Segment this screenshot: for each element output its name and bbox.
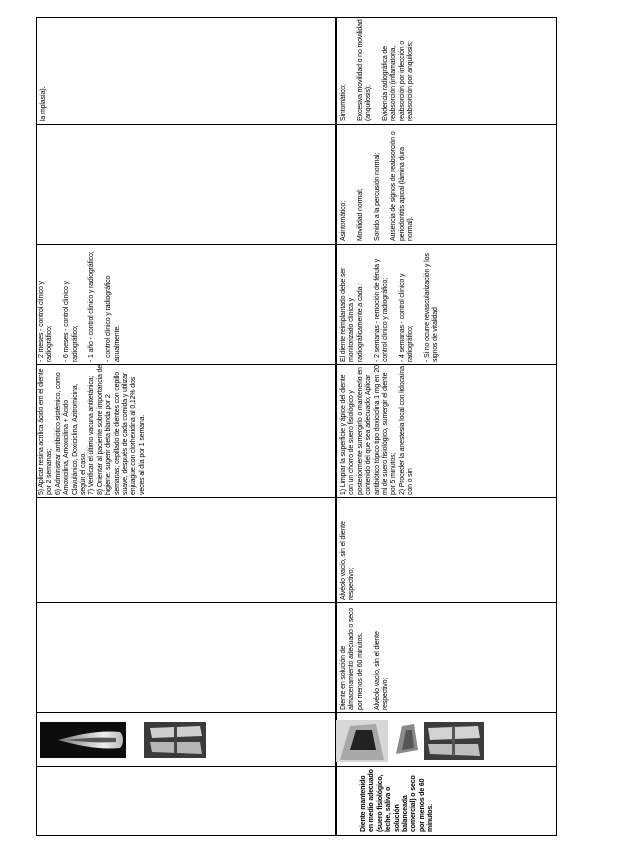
row2-col1-text: Diente mantenido en medio adecuado (suero fisiológico, leche, saliva o solución balanceada comercial) o seco por menos de 60 minutos. xyxy=(360,767,435,832)
column-divider xyxy=(36,766,557,767)
row1-col6-text: 5) Aplicar resina acrílica ácido em el diente por 2 semanas; 6) Administrar antibiótico sistémico, como Amoxicilina, Amoxicilina + Ácido Clavulánico, Doxiciclina, Azitromicina, según el caso. 7) Verificar el último vacuna antitetánica; 8) Orientar al paciente sobre importancia de higiene: sugerir dieta blanda por 2 semanas; cepillado de dientes con cepillo suave, después de cada comida y utilizar enjuague con clorhexidina al 0,12% dos veces al día por 1 semana. xyxy=(38,365,146,495)
row1-col9-text: la mplasía). xyxy=(40,86,47,121)
column-divider xyxy=(36,602,557,603)
row2-col7-text: El diente reimplantado debe ser monitorizado clínica y radiográficamente a cada : - 2 semanas - remoción de férula y control clínico y radiográfico; - 4 semanas - control clínico y radiográfico; - Si no ocurre revascularización y los signos de vitalidad xyxy=(340,253,440,362)
row1-col7-text: - 2 meses - control clínico y radiográfico; - 6 meses - control clínico y radiográfico; - 1 año - control clínico y radiográfico; - control clínico y radiográfico anualmente. xyxy=(38,251,121,362)
row2-col8-text: Asintomático; Movilidad normal; Sonido a la percusión normal; Ausencia de signos de reabsorción o periodontitis apical (lámina dura normal). xyxy=(340,131,415,241)
row2-col4-text: Diente en solución de almacenamiento adecuado o seco por menos de 60 minutos. Alvéolo vacío, sin el diente respectivo; xyxy=(340,607,390,710)
tooth-radiograph-image xyxy=(40,722,126,758)
tooth-socket-diagram xyxy=(336,720,388,762)
tooth-radiograph-image xyxy=(144,722,206,758)
row-divider xyxy=(335,17,337,836)
column-divider xyxy=(36,244,557,245)
tooth-icon xyxy=(392,720,422,762)
tooth-xray-icon xyxy=(424,722,484,760)
row2-col9-text: Sintomático; Excesiva movilidad o no movilidad (anquilosis); Evidencia radiográfica de reabsorción (inflamatoria, reabsorción por infección o reabsorción por anquilosis; xyxy=(340,19,415,121)
column-divider xyxy=(36,712,557,713)
row2-col6-text: 1) Limpiar la superficie y ápice del diente con un chorro de suero fisiológico y posteriormente sumergirlo o mantenerlo en contenido del que sea adecuado; Aplicar antibiótico tópico tipo doxiciclina 1 mg en 20 ml de suero fisiológico, sumergir el diente por 5 minutos; 2) Proceder la anestesia local con lidocaína con o sin xyxy=(340,365,415,495)
column-divider xyxy=(36,497,557,498)
tooth-radiograph-image xyxy=(424,722,484,760)
tooth-xray-icon xyxy=(40,722,126,758)
row2-col5-text: Alvéolo vacío, sin el diente respectivo; xyxy=(340,519,356,600)
column-divider xyxy=(36,124,557,125)
extracted-tooth-image xyxy=(392,720,422,762)
tooth-socket-icon xyxy=(336,720,388,762)
tooth-xray-icon xyxy=(144,722,206,758)
